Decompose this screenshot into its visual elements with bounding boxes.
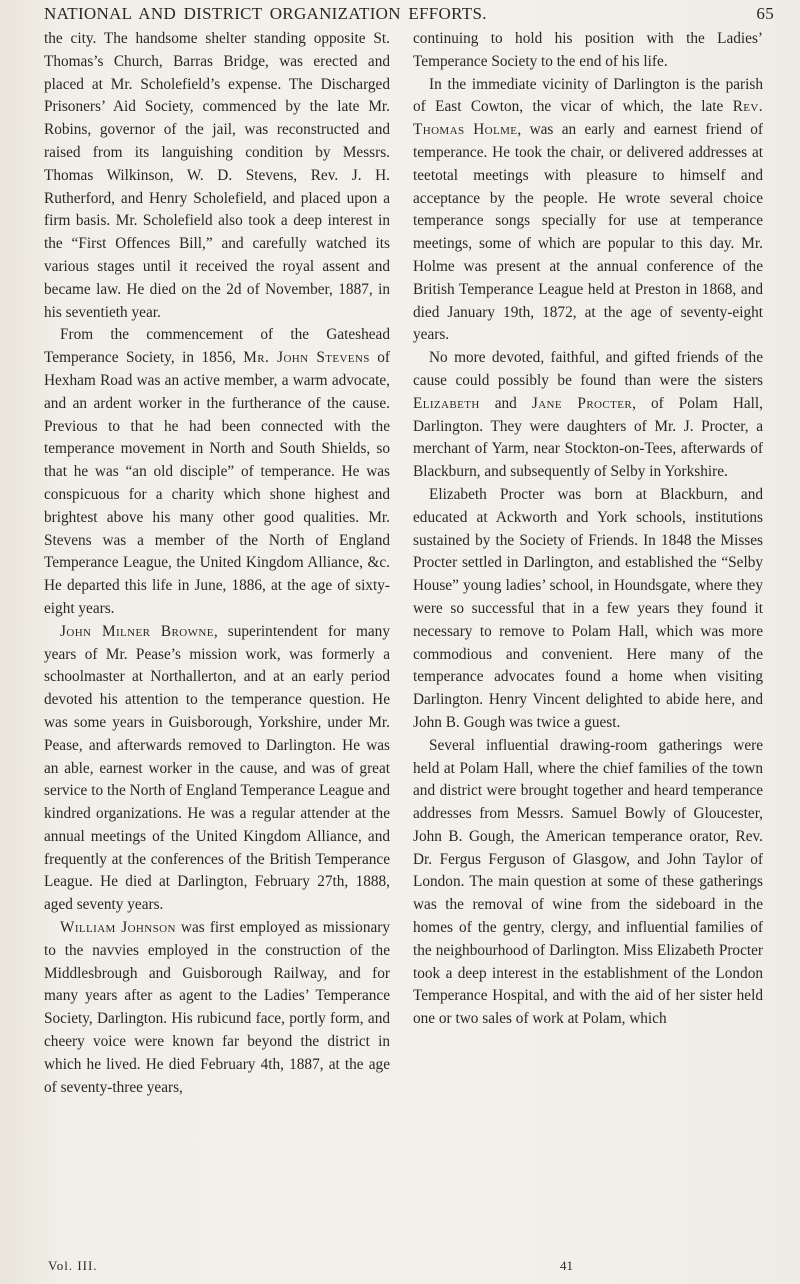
paragraph: continuing to hold his position with the Ladies’ Temperance Society to the end of his life. [413,30,763,70]
page-number: 65 [756,4,774,23]
person-name: Jane Procter [531,394,633,412]
left-column [44,28,390,1099]
paragraph: the city. The handsome shelter standing opposite St. Thomas’s Church, Barras Bridge, was erected and placed at Mr. Scholefield’s expense. The Discharged Prisoners’ Aid Society, commenced by the late Mr. Robins, governor of the jail, was reconstructed and raised from its languishing condition by Messrs. Thomas Wilkinson, W. D. Stevens, Rev. J. H. Rutherford, and Henry Scholefield, and placed upon a firm basis. Mr. Scholefield also took a deep interest in the “First Offences Bill,” and carefully watched its various stages until it received the royal assent and became law. He died on the 2d of November, 1887, in his seventieth year. [44,30,390,321]
volume-mark: Vol. III. [48,1258,98,1273]
right-column [413,28,763,1031]
person-name: Elizabeth [413,394,480,412]
paragraph: No more devoted, faithful, and gifted friends of the cause could possibly be found than were the sisters Elizabeth and Jane Procter, of Polam Hall, Darlington. They were daughters of Mr. J. Procter, a merchant of Yarm, near Stockton-on-Tees, afterwards of Blackburn, and subsequently of Selby in Yorkshire. [413,349,763,481]
signature-mark: 41 [560,1258,573,1273]
person-name: Mr. John Stevens [243,349,370,367]
paragraph: From the commencement of the Gateshead Temperance Society, in 1856, Mr. John Stevens of Hexham Road was an active member, a warm advocate, and an ardent worker in the furtherance of the cause. Previous to that he had been connected with the temperance movement in North and South Shields, so that he was “an old disciple” of temperance. He was conspicuous for a charity which shone highest and brightest above his many other good qualities. Mr. Stevens was a member of the North of England Temperance League, the United Kingdom Alliance, &c. He departed this life in June, 1886, at the age of sixty-eight years. [44,326,390,617]
paragraph: In the immediate vicinity of Darlington is the parish of East Cowton, the vicar of which, the late Rev. Thomas Holme, was an early and earnest friend of temperance. He took the chair, or delivered addresses at teetotal meetings with pleasure to himself and acceptance by the people. He wrote several choice temperance songs specially for use at temperance meetings, some of which are popular to this day. Mr. Holme was present at the annual conference of the British Temperance League held at Preston in 1868, and died January 19th, 1872, at the age of seventy-eight years. [413,75,763,344]
paragraph: John Milner Browne, superintendent for many years of Mr. Pease’s mission work, was formerly a schoolmaster at Northallerton, and at an early period devoted his attention to the temperance question. He was some years in Guisborough, Yorkshire, under Mr. Pease, and afterwards removed to Darlington. He was an able, earnest worker in the cause, and was of great service to the North of England Temperance League and kindred organizations. He was a regular attender at the annual meetings of the United Kingdom Alliance, and frequently at the conferences of the British Temperance League. He died at Darlington, February 27th, 1888, aged seventy years. [44,622,390,914]
running-head-title: NATIONAL AND DISTRICT ORGANIZATION EFFORTS. [44,4,487,23]
running-head [44,4,774,26]
person-name: John Milner Browne [60,622,214,640]
paragraph: Several influential drawing-room gatherings were held at Polam Hall, where the chief families of the town and district were brought together and heard temperance addresses from Messrs. Samuel Bowly of Gloucester, John B. Gough, the American temperance orator, Rev. Dr. Fergus Ferguson of Glasgow, and John Taylor of London. The main question at some of these gatherings was the removal of wine from the sideboard in the homes of the gentry, clergy, and influential families of the neighbourhood of Darlington. Miss Elizabeth Procter took a deep interest in the establishment of the London Temperance Hospital, and with the aid of her sister held one or two sales of work at Polam, which [413,736,763,1028]
person-name: Rev. Thomas Holme [413,98,763,139]
person-name: William Johnson [60,919,176,937]
paragraph: Elizabeth Procter was born at Blackburn, and educated at Ackworth and York schools, institutions sustained by the Society of Friends. In 1848 the Misses Procter settled in Darlington, and established the “Selby House” young ladies’ school, in Houndsgate, where they were so successful that in a few years they found it necessary to remove to Polam Hall, which was more commodious and convenient. Here many of the temperance advocates found a home when visiting Darlington. Henry Vincent delighted to abide here, and John B. Gough was twice a guest. [413,485,763,731]
paragraph: William Johnson was first employed as missionary to the navvies employed in the construction of the Middlesbrough and Guisborough Railway, and for many years after as agent to the Ladies’ Temperance Society, Darlington. His rubicund face, portly form, and cheery voice were known far beyond the district in which he lived. He died February 4th, 1887, at the age of seventy-three years, [44,919,390,1096]
